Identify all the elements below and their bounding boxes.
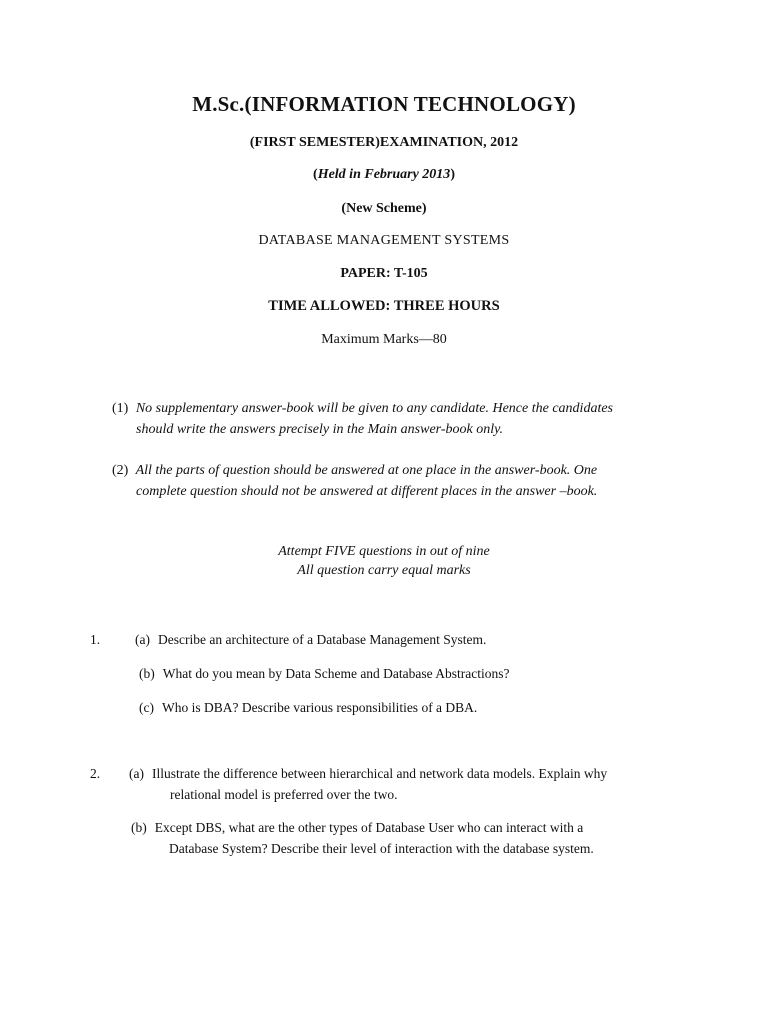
instruction-1 <box>112 398 678 440</box>
part-label: (c) <box>139 700 154 715</box>
question-1b <box>139 663 510 684</box>
question-1c <box>139 697 477 718</box>
instruction-line: No supplementary answer-book will be given to any candidate. Hence the candidates <box>135 401 613 416</box>
part-text: Describe an architecture of a Database Management System. <box>157 632 487 647</box>
part-label: (a) <box>135 632 150 647</box>
part-label: (b) <box>131 820 147 835</box>
instruction-line: complete question should not be answered at different places in the answer –book. <box>136 484 598 499</box>
instruction-line: should write the answers precisely in the Main answer-book only. <box>136 422 504 437</box>
part-text-continued: Database System? Describe their level of interaction with the database system. <box>169 841 594 856</box>
question-2b <box>131 817 594 859</box>
scheme-label: (New Scheme) <box>341 201 427 216</box>
exam-title: (FIRST SEMESTER)EXAMINATION, 2012 <box>249 135 519 150</box>
part-text: What do you mean by Data Scheme and Database Abstractions? <box>162 666 510 681</box>
held-close-paren: ) <box>450 167 455 182</box>
part-text: Illustrate the difference between hierarchical and network data models. Explain why <box>151 766 608 781</box>
held-open-paren: ( <box>313 167 318 182</box>
degree-title: M.Sc.(INFORMATION TECHNOLOGY) <box>192 92 576 116</box>
subject-title: DATABASE MANAGEMENT SYSTEMS <box>258 233 510 248</box>
instruction-number: (1) <box>112 401 129 416</box>
question-2-number: 2. <box>90 766 101 781</box>
question-1a <box>135 629 486 650</box>
paper-code: PAPER: T-105 <box>340 266 428 281</box>
part-label: (a) <box>129 766 144 781</box>
maximum-marks: Maximum Marks—80 <box>321 332 447 347</box>
part-text: Who is DBA? Describe various responsibilities of a DBA. <box>161 700 478 715</box>
instruction-line: All the parts of question should be answered at one place in the answer-book. One <box>135 463 598 478</box>
part-text: Except DBS, what are the other types of Database User who can interact with a <box>154 820 584 835</box>
attempt-line: All question carry equal marks <box>297 563 471 578</box>
held-date <box>0 167 768 183</box>
instruction-2 <box>112 460 678 502</box>
held-date-text: Held in February 2013 <box>317 167 451 182</box>
time-allowed: TIME ALLOWED: THREE HOURS <box>268 298 500 314</box>
attempt-note <box>0 542 768 580</box>
question-1-number: 1. <box>90 632 101 647</box>
part-label: (b) <box>139 666 155 681</box>
part-text-continued: relational model is preferred over the two. <box>170 787 398 802</box>
question-2a <box>129 763 607 805</box>
instruction-number: (2) <box>112 463 129 478</box>
attempt-line: Attempt FIVE questions in out of nine <box>278 544 490 559</box>
